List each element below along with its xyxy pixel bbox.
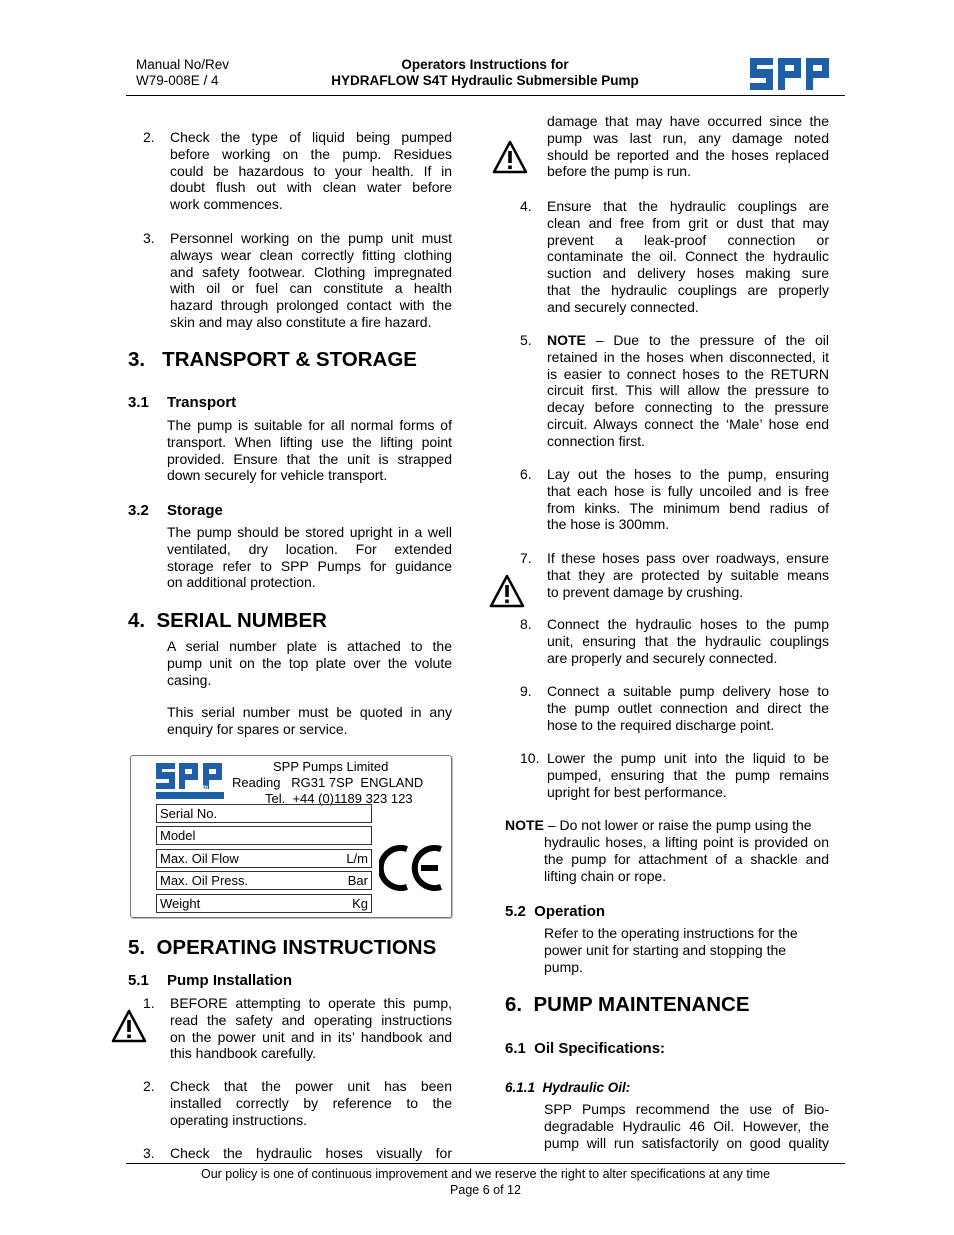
text-line: Refer to the operating instructions for the (544, 925, 798, 941)
item-10-number: 10. (520, 750, 540, 766)
section-5-1-heading: Pump Installation (167, 972, 293, 989)
plate-field-serial (156, 804, 372, 823)
section-6-1-1-text (544, 1101, 829, 1151)
header-rule (126, 95, 845, 96)
text-line: with oil or fuel can constitute a health (170, 280, 452, 297)
text-line: Lower the pump unit into the liquid to be (547, 750, 829, 766)
item-6-number: 6. (520, 466, 532, 482)
text-line: A serial number plate is attached to the (167, 638, 452, 654)
manual-number: W79-008E / 4 (136, 73, 219, 88)
text-line: and safety footwear. Clothing impregnated (170, 263, 452, 280)
text-line: SPP Pumps recommend the use of Bio- (544, 1101, 829, 1117)
text-line: could be hazardous to your health. If in (170, 162, 452, 179)
section-4-paragraph-2 (167, 704, 452, 738)
page-number: Page 6 of 12 (450, 1183, 521, 1197)
text-line: before the pump is run. (547, 163, 691, 180)
footer-rule (126, 1163, 845, 1164)
item-3-number: 3. (143, 230, 155, 246)
text-line: Connect the hydraulic hoses to the pump (547, 616, 829, 632)
text-line: pumped, ensuring that the pump remains (547, 766, 829, 783)
note-first-line (505, 817, 829, 834)
warning-icon (491, 139, 529, 175)
text-line: suction and delivery hoses making sure (547, 265, 829, 282)
text-line: clean and free from grit or dust that may (547, 214, 829, 231)
text-line: storage refer to SPP Pumps for guidance (167, 557, 452, 574)
text-line: that each hose is fully uncoiled and is free (547, 482, 829, 499)
item-4-text (547, 198, 829, 316)
text-line: that they are protected by suitable means (547, 566, 829, 583)
text-line: the pump for attachment of a shackle and (544, 850, 829, 867)
text-line (547, 332, 829, 349)
spp-logo (749, 56, 831, 92)
plate-telephone: Tel. +44 (0)1189 323 123 (265, 791, 413, 806)
plate-spp-logo (155, 762, 225, 800)
serial-number-plate (130, 755, 452, 918)
item-4-number: 4. (520, 198, 532, 214)
note-text (544, 834, 829, 884)
text-line: circuit. Always connect the ‘Male’ hose end (547, 415, 829, 432)
text-line: enquiry for spares or service. (167, 720, 348, 737)
text-line: retained in the hoses when disconnected, it (547, 348, 829, 365)
text-line: unit, ensuring that the hydraulic couplings (547, 632, 829, 649)
text-line: that the hydraulic couplings are properly (547, 281, 829, 298)
text-line: before working on the pump. Residues (170, 145, 452, 162)
text-line: Check that the power unit has been (170, 1078, 452, 1094)
section-3-1-heading: Transport (167, 394, 237, 411)
warning-icon (110, 1008, 148, 1044)
text-line: to prevent damage by crushing. (547, 583, 744, 600)
text-line: degradable Hydraulic 46 Oil. However, the (544, 1117, 829, 1134)
item-3-text (170, 230, 452, 331)
item-7-text (547, 550, 829, 600)
item-10-text (547, 750, 829, 800)
step-1-number: 1. (143, 995, 155, 1011)
section-3-heading: 3. TRANSPORT & STORAGE (128, 348, 417, 371)
section-5-1-number: 5.1 (128, 972, 149, 989)
plate-field-oil-flow (156, 849, 372, 868)
item-6-text (547, 466, 829, 533)
section-3-2-heading: Storage (167, 502, 223, 519)
text-line: The pump should be stored upright in a well (167, 524, 452, 540)
text-line: pump was last run, any damage noted (547, 129, 829, 146)
text-line: – Due to the pressure of the oil (585, 332, 829, 348)
header-title-line1: Operators Instructions for (401, 57, 569, 72)
text-line: casing. (167, 671, 212, 688)
plate-field-label: Max. Oil Press. (160, 873, 249, 888)
text-line: prevent a leak-proof connection or (547, 231, 829, 248)
text-line: damage that may have occurred since the (547, 113, 829, 129)
text-line: operating instructions. (170, 1111, 307, 1128)
plate-field-unit: L/m (346, 851, 368, 866)
text-line: decay before connecting to the pressure (547, 399, 829, 416)
text-line: installed correctly by reference to the (170, 1094, 452, 1111)
text-line: provided. Ensure that the unit is strapped (167, 450, 452, 467)
item-9-number: 9. (520, 683, 532, 699)
text-line: this handbook carefully. (170, 1045, 317, 1062)
item-2-number: 2. (143, 129, 155, 145)
plate-company: SPP Pumps Limited (273, 759, 389, 774)
note-label: NOTE (547, 332, 586, 348)
item-5-text (547, 332, 829, 450)
ce-mark-icon (379, 843, 447, 893)
text-line: hazard through prolonged contact with the (170, 297, 452, 314)
plate-field-unit: Kg (352, 896, 368, 911)
text-line: Lay out the hoses to the pump, ensuring (547, 466, 829, 482)
section-4-paragraph-1 (167, 638, 452, 688)
section-3-2-number: 3.2 (128, 502, 149, 519)
text-line: Check the type of liquid being pumped (170, 129, 452, 145)
plate-logo-sub: PUMPS (202, 786, 224, 792)
text-line: hydraulic hoses, a lifting point is provided on (544, 834, 829, 850)
plate-field-label: Model (160, 828, 196, 843)
text-line: – Do not lower or raise the pump using the (543, 817, 812, 833)
section-5-heading: 5. OPERATING INSTRUCTIONS (128, 936, 437, 959)
plate-field-label: Serial No. (160, 806, 218, 821)
footer (126, 1166, 845, 1198)
step-3-text (170, 1145, 452, 1162)
item-7-number: 7. (520, 550, 532, 566)
text-line: Ensure that the hydraulic couplings are (547, 198, 829, 214)
step-3-number: 3. (143, 1145, 155, 1161)
text-line: are properly and securely connected. (547, 649, 778, 666)
text-line: lifting chain or rope. (544, 867, 667, 884)
text-line: down securely for vehicle transport. (167, 467, 388, 484)
note-label: NOTE (505, 817, 544, 833)
header-manual (136, 57, 229, 89)
step-2-number: 2. (143, 1078, 155, 1094)
section-3-1-text (167, 417, 452, 484)
text-line: Personnel working on the pump unit must (170, 230, 452, 246)
text-line: ventilated, dry location. For extended (167, 540, 452, 557)
text-line: pump unit on the top plate over the volute (167, 654, 452, 671)
plate-field-unit: Bar (347, 873, 368, 888)
text-line: is easier to connect hoses to the RETURN (547, 365, 829, 382)
text-line: and securely connected. (547, 298, 699, 315)
item-9-text (547, 683, 829, 733)
item-5-number: 5. (520, 332, 532, 348)
plate-field-weight (156, 894, 372, 913)
text-line: the pump outlet connection and direct the (547, 699, 829, 716)
text-line: power unit for starting and stopping the (544, 941, 787, 958)
text-line: upright for best performance. (547, 783, 727, 800)
text-line: read the safety and operating instructions (170, 1011, 452, 1028)
text-line: should be reported and the hoses replaced (547, 146, 829, 163)
section-5-2-text (544, 925, 829, 975)
plate-field-model (156, 826, 372, 845)
text-line: connection first. (547, 432, 646, 449)
text-line: If these hoses pass over roadways, ensure (547, 550, 829, 566)
text-line: This serial number must be quoted in any (167, 704, 452, 720)
section-6-1-heading: 6.1 Oil Specifications: (505, 1040, 666, 1057)
text-line: from kinks. The minimum bend radius of (547, 499, 829, 516)
text-line: pump will run satisfactorily on good quality (544, 1134, 829, 1151)
section-4-heading: 4. SERIAL NUMBER (128, 609, 327, 632)
text-line: doubt flush out with clean water before (170, 179, 452, 196)
manual-label: Manual No/Rev (136, 57, 230, 72)
section-3-2-text (167, 524, 452, 591)
step-1-text (170, 995, 452, 1062)
text-line: BEFORE attempting to operate this pump, (170, 995, 452, 1011)
plate-address: Reading RG31 7SP ENGLAND (232, 775, 424, 790)
text-line: hose to the required discharge point. (547, 716, 775, 733)
item-2-text (170, 129, 452, 213)
item-8-text (547, 616, 829, 666)
text-line: skin and may also constitute a fire hazard. (170, 313, 432, 330)
text-line: on additional protection. (167, 574, 316, 591)
text-line: always wear clean correctly fitting clothing (170, 246, 452, 263)
text-line: Check the hydraulic hoses visually for (170, 1145, 452, 1161)
text-line: the hose is 300mm. (547, 516, 670, 533)
header-title (300, 57, 670, 89)
plate-field-oil-pressure (156, 871, 372, 890)
text-line: on the power unit and in its’ handbook and (170, 1028, 452, 1045)
text-line: The pump is suitable for all normal forms of (167, 417, 452, 433)
text-line: circuit first. This will allow the pressure to (547, 382, 829, 399)
header-title-line2: HYDRAFLOW S4T Hydraulic Submersible Pump (331, 73, 639, 88)
item-8-number: 8. (520, 616, 532, 632)
section-5-2-heading: 5.2 Operation (505, 903, 606, 920)
footer-policy: Our policy is one of continuous improvement and we reserve the right to alter specifications at any time (200, 1167, 771, 1181)
text-line: contaminate the oil. Connect the hydraulic (547, 248, 829, 265)
section-3-1-number: 3.1 (128, 394, 149, 411)
text-line: work commences. (170, 196, 283, 213)
section-6-heading: 6. PUMP MAINTENANCE (505, 993, 750, 1016)
plate-field-label: Max. Oil Flow (160, 851, 239, 866)
text-line: pump. (544, 958, 583, 975)
text-line: Connect a suitable pump delivery hose to (547, 683, 829, 699)
warning-icon (488, 573, 526, 609)
item-3-continued-text (547, 113, 829, 180)
plate-field-label: Weight (160, 896, 201, 911)
section-6-1-1-heading: 6.1.1 Hydraulic Oil: (505, 1080, 631, 1095)
step-2-text (170, 1078, 452, 1128)
text-line: transport. When lifting use the lifting point (167, 433, 452, 450)
